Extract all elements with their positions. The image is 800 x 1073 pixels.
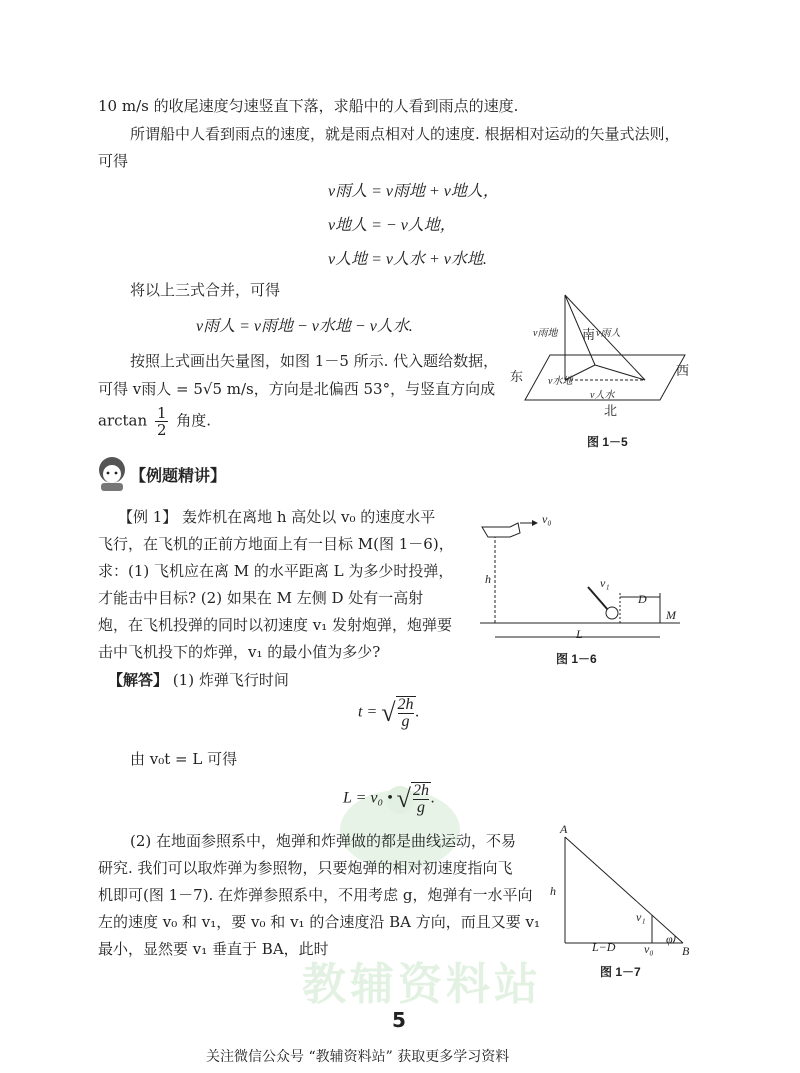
angle-arc [673, 936, 675, 943]
example1-line3: 求：(1) 飞机应在离 M 的水平距离 L 为多少时投弹， [98, 562, 454, 580]
label-v0-1-6: v₀ [542, 512, 552, 526]
label-south: 南 [582, 328, 596, 343]
vector-text-line3 [98, 405, 211, 438]
label-h-1-7: h [550, 884, 556, 898]
example1-line6: 击中飞机投下的炸弹，v₁ 的最小值为多少? [98, 643, 381, 661]
page-number: 5 [392, 1008, 406, 1032]
cannon-icon [606, 607, 618, 619]
label-v1-1-7: v₁ [636, 910, 646, 924]
figure-1-6 [470, 505, 690, 645]
answer-p2-line1: (2) 在地面参照系中，炮弹和炸弹做的都是曲线运动，不易 [130, 832, 517, 850]
side-AB [565, 837, 683, 943]
label-north: 北 [604, 404, 618, 419]
label-B: B [682, 944, 690, 958]
example1-line2: 飞行，在飞机的正前方地面上有一目标 M(图 1－6)， [98, 535, 454, 553]
figure-1-7-caption: 图 1－7 [600, 965, 641, 979]
section-title: 【例题精讲】 [130, 466, 227, 485]
label-v-water-ground: v水地 [548, 376, 573, 387]
label-M-1-6: M [666, 608, 676, 622]
label-L-D: L−D [592, 940, 616, 954]
label-v0-1-7: v₀ [644, 942, 654, 956]
footer-text: 关注微信公众号 “教辅资料站” 获取更多学习资料 [206, 1049, 510, 1065]
equation-3: v人地 = v人水 + v水地. [328, 251, 487, 268]
fraction-numerator: 1 [156, 404, 167, 422]
equation-combined: v雨人 = v雨地 − v水地 − v人水. [196, 318, 413, 335]
answer-line1 [108, 666, 289, 694]
label-L-1-6: L [576, 627, 583, 641]
intro-line3: 可得 [98, 152, 129, 170]
label-east: 东 [510, 370, 524, 385]
plane-icon [482, 523, 520, 537]
figure-1-5-caption: 图 1－5 [587, 435, 628, 449]
watermark: 教辅资料站 [302, 959, 542, 1010]
example1-line1: 【例 1】 轰炸机在离地 h 高处以 v₀ 的速度水平 [118, 508, 436, 526]
equation-1: v雨人 = v雨地 + v地人， [328, 183, 499, 200]
label-v1-1-6: v₁ [600, 576, 610, 590]
equation-L: L = v₀ • √ $\frac{2h}{g}$ . [343, 782, 435, 816]
label-west: 西 [676, 364, 690, 379]
figure-1-7 [555, 825, 695, 955]
eq1-lhs: t = [358, 703, 378, 721]
answer-p2-line3: 机即可(图 1－7). 在炸弹参照系中，不用考虑 g，炮弹有一水平向 [98, 886, 533, 904]
angle-text: 角度. [176, 411, 212, 430]
eq2-num: 2h [412, 782, 429, 799]
intro-line1: 10 m/s 的收尾速度匀速竖直下落，求船中的人看到雨点的速度. [98, 97, 519, 115]
equation-t: t = √ $\frac{2h}{g}$ . [358, 696, 420, 730]
answer-line2: 由 v₀t = L 可得 [130, 750, 238, 768]
answer-p2-line4: 左的速度 v₀ 和 v₁，要 v₀ 和 v₁ 的合速度沿 BA 方向，而且又要 v₁ [98, 913, 540, 931]
figure-1-6-caption: 图 1－6 [556, 652, 597, 666]
answer-p2-line2: 研究. 我们可以取炸弹为参照物，只要炮弹的相对初速度指向飞 [98, 859, 513, 877]
mascot-icon [92, 452, 132, 492]
equation-2: v地人 = − v人地， [328, 217, 456, 234]
fraction [155, 405, 169, 438]
label-A: A [560, 822, 568, 836]
label-v-rain-ground: v雨地 [533, 328, 558, 339]
label-v-person-water: v人水 [590, 390, 615, 401]
vector-text-line2: 可得 v雨人 = 5√5 m/s，方向是北偏西 53°，与竖直方向成 [98, 380, 496, 398]
label-D-1-6: D [638, 592, 647, 606]
example1-line4: 才能击中目标? (2) 如果在 M 左侧 D 处有一高射 [98, 589, 424, 607]
combine-text: 将以上三式合并，可得 [130, 281, 281, 299]
answer-head: 【解答】 [108, 671, 169, 689]
eq2-lhs: L = v₀ • [343, 789, 393, 807]
label-h-1-6: h [485, 572, 491, 586]
vector-text-line1: 按照上式画出矢量图，如图 1－5 所示. 代入题给数据， [130, 352, 499, 370]
label-phi: φ [666, 932, 673, 946]
answer-line1-text: (1) 炸弹飞行时间 [172, 671, 289, 689]
fraction-denominator: 2 [156, 421, 167, 439]
eq1-num: 2h [397, 696, 414, 713]
arctan-label: arctan [98, 411, 148, 430]
example1-line5: 炮，在飞机投弹的同时以初速度 v₁ 发射炮弹，炮弹要 [98, 616, 453, 634]
answer-p2-line5: 最小，显然要 v₁ 垂直于 BA，此时 [98, 940, 329, 958]
eq2-den: g [416, 799, 425, 816]
intro-line2: 所谓船中人看到雨点的速度，就是雨点相对人的速度. 根据相对运动的矢量式法则， [130, 125, 680, 143]
eq1-den: g [401, 713, 410, 730]
label-v-rain-person: v雨人 [596, 328, 621, 339]
